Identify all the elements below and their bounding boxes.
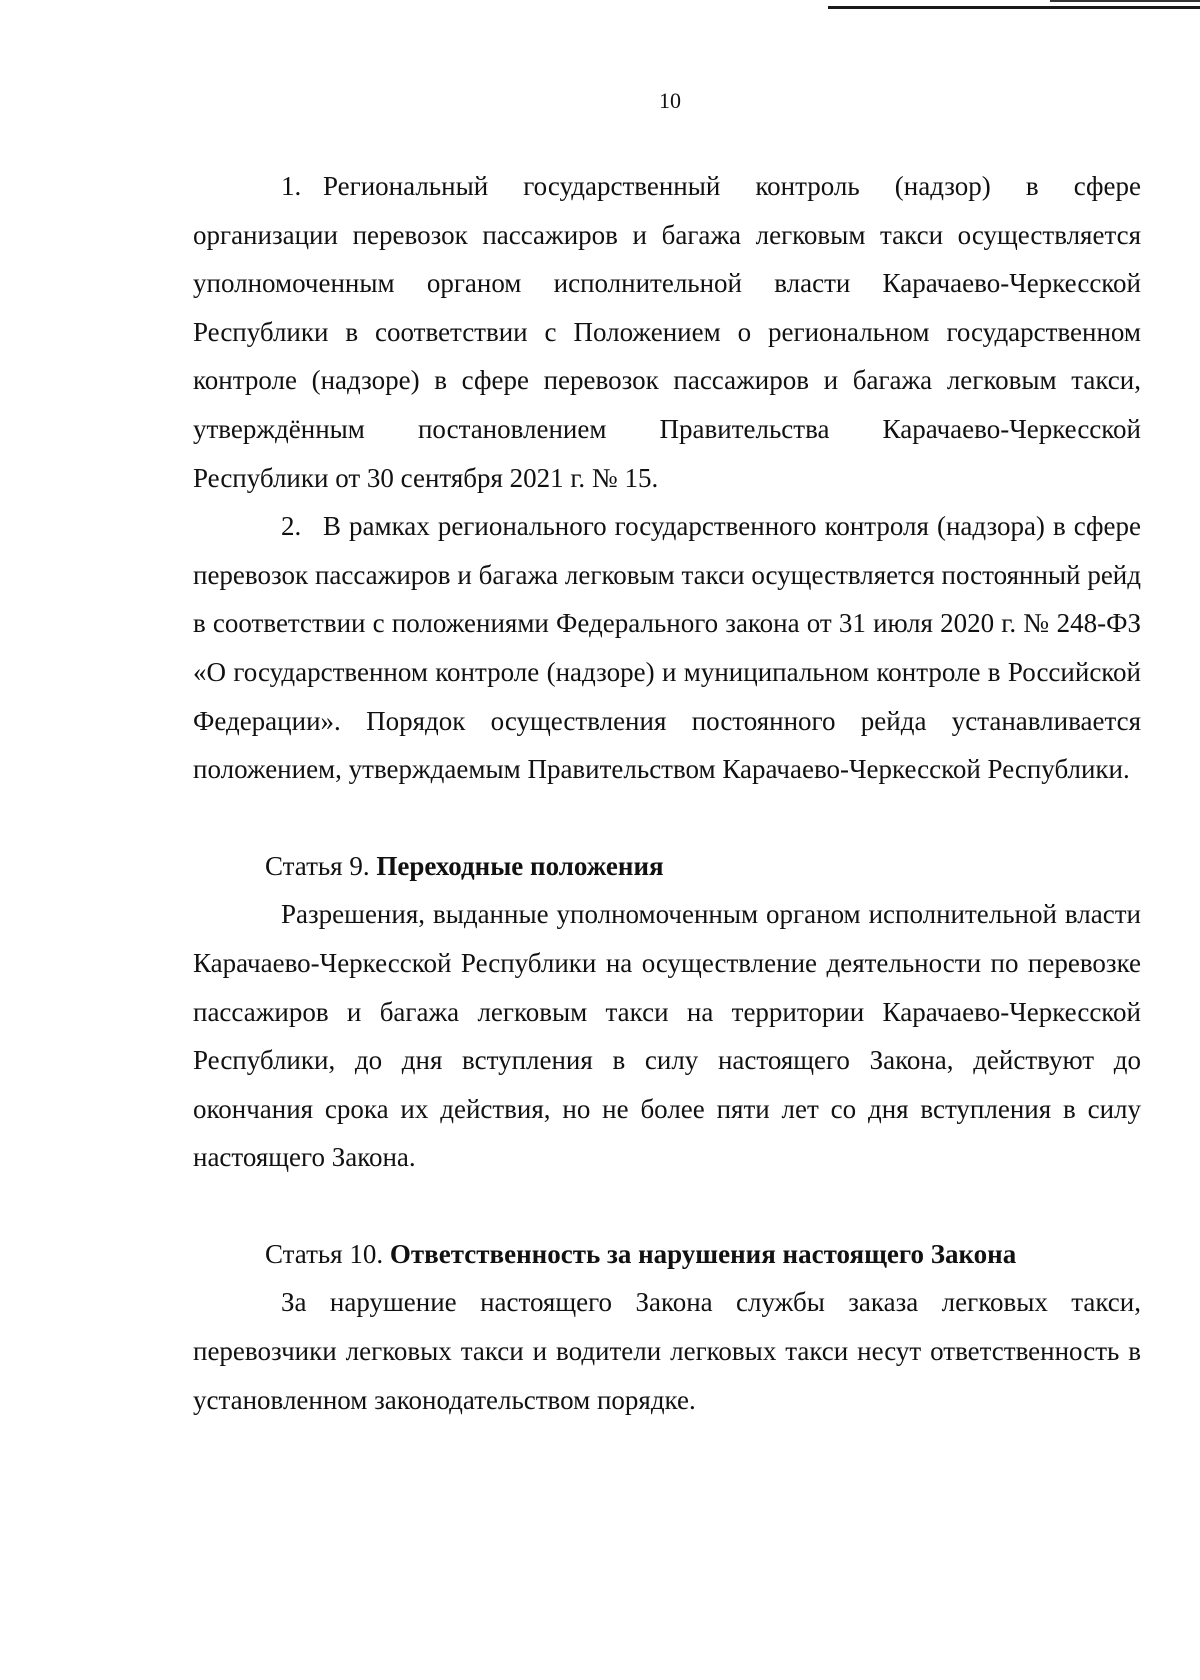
article-label: Статья 9. xyxy=(265,850,370,881)
article-9-heading xyxy=(193,842,1141,891)
item-text: Региональный государственный контроль (надзор) в сфере организации перевозок пассажиров и багажа легковым такси осуществляется уполномоченным органом исполнительной власти Карачаево-Черкесской Республики в соответствии с Положением о региональном государственном контроле (надзоре) в сфере перевозок пассажиров и багажа легковым такси, утверждённым постановлением Правительства Карачаево-Черкесской Республики от 30 сентября 2021 г. № 15. xyxy=(193,171,1141,493)
article-10-text: За нарушение настоящего Закона службы заказа легковых такси, перевозчики легковых такси и водители легковых такси несут ответственность в установленном законодательством порядке. xyxy=(193,1287,1141,1415)
paragraph-item-2 xyxy=(193,502,1141,794)
scan-edge-line xyxy=(828,6,1200,9)
article-title: Переходные положения xyxy=(376,850,664,881)
item-text: В рамках регионального государственного контроля (надзора) в сфере перевозок пассажиров и багажа легковым такси осуществляется постоянный рейд в соответствии с положениями Федерального закона от 31 июля 2020 г. № 248-ФЗ «О государственном контроле (надзоре) и муниципальном контроле в Российской Федерации». Порядок осуществления постоянного рейда устанавливается положением, утверждаемым Правительством Карачаево-Черкесской Республики. xyxy=(193,511,1141,785)
item-number: 1. xyxy=(281,171,302,201)
article-9-text: Разрешения, выданные уполномоченным органом исполнительной власти Карачаево-Черкесской Республики на осуществление деятельности по перевозке пассажиров и багажа легковым такси на территории Карачаево-Черкесской Республики, до дня вступления в силу настоящего Закона, действуют до окончания срока их действия, но не более пяти лет со дня вступления в силу настоящего Закона. xyxy=(193,899,1141,1173)
page-number: 10 xyxy=(659,88,681,113)
paragraph-item-1 xyxy=(193,162,1141,502)
scan-edge-line-top xyxy=(1050,0,1200,2)
item-number: 2. xyxy=(281,511,302,542)
article-label: Статья 10. xyxy=(265,1238,384,1269)
document-body xyxy=(193,162,1141,1424)
article-title: Ответственность за нарушения настоящего Закона xyxy=(389,1238,1017,1269)
article-10-heading xyxy=(193,1230,1141,1279)
